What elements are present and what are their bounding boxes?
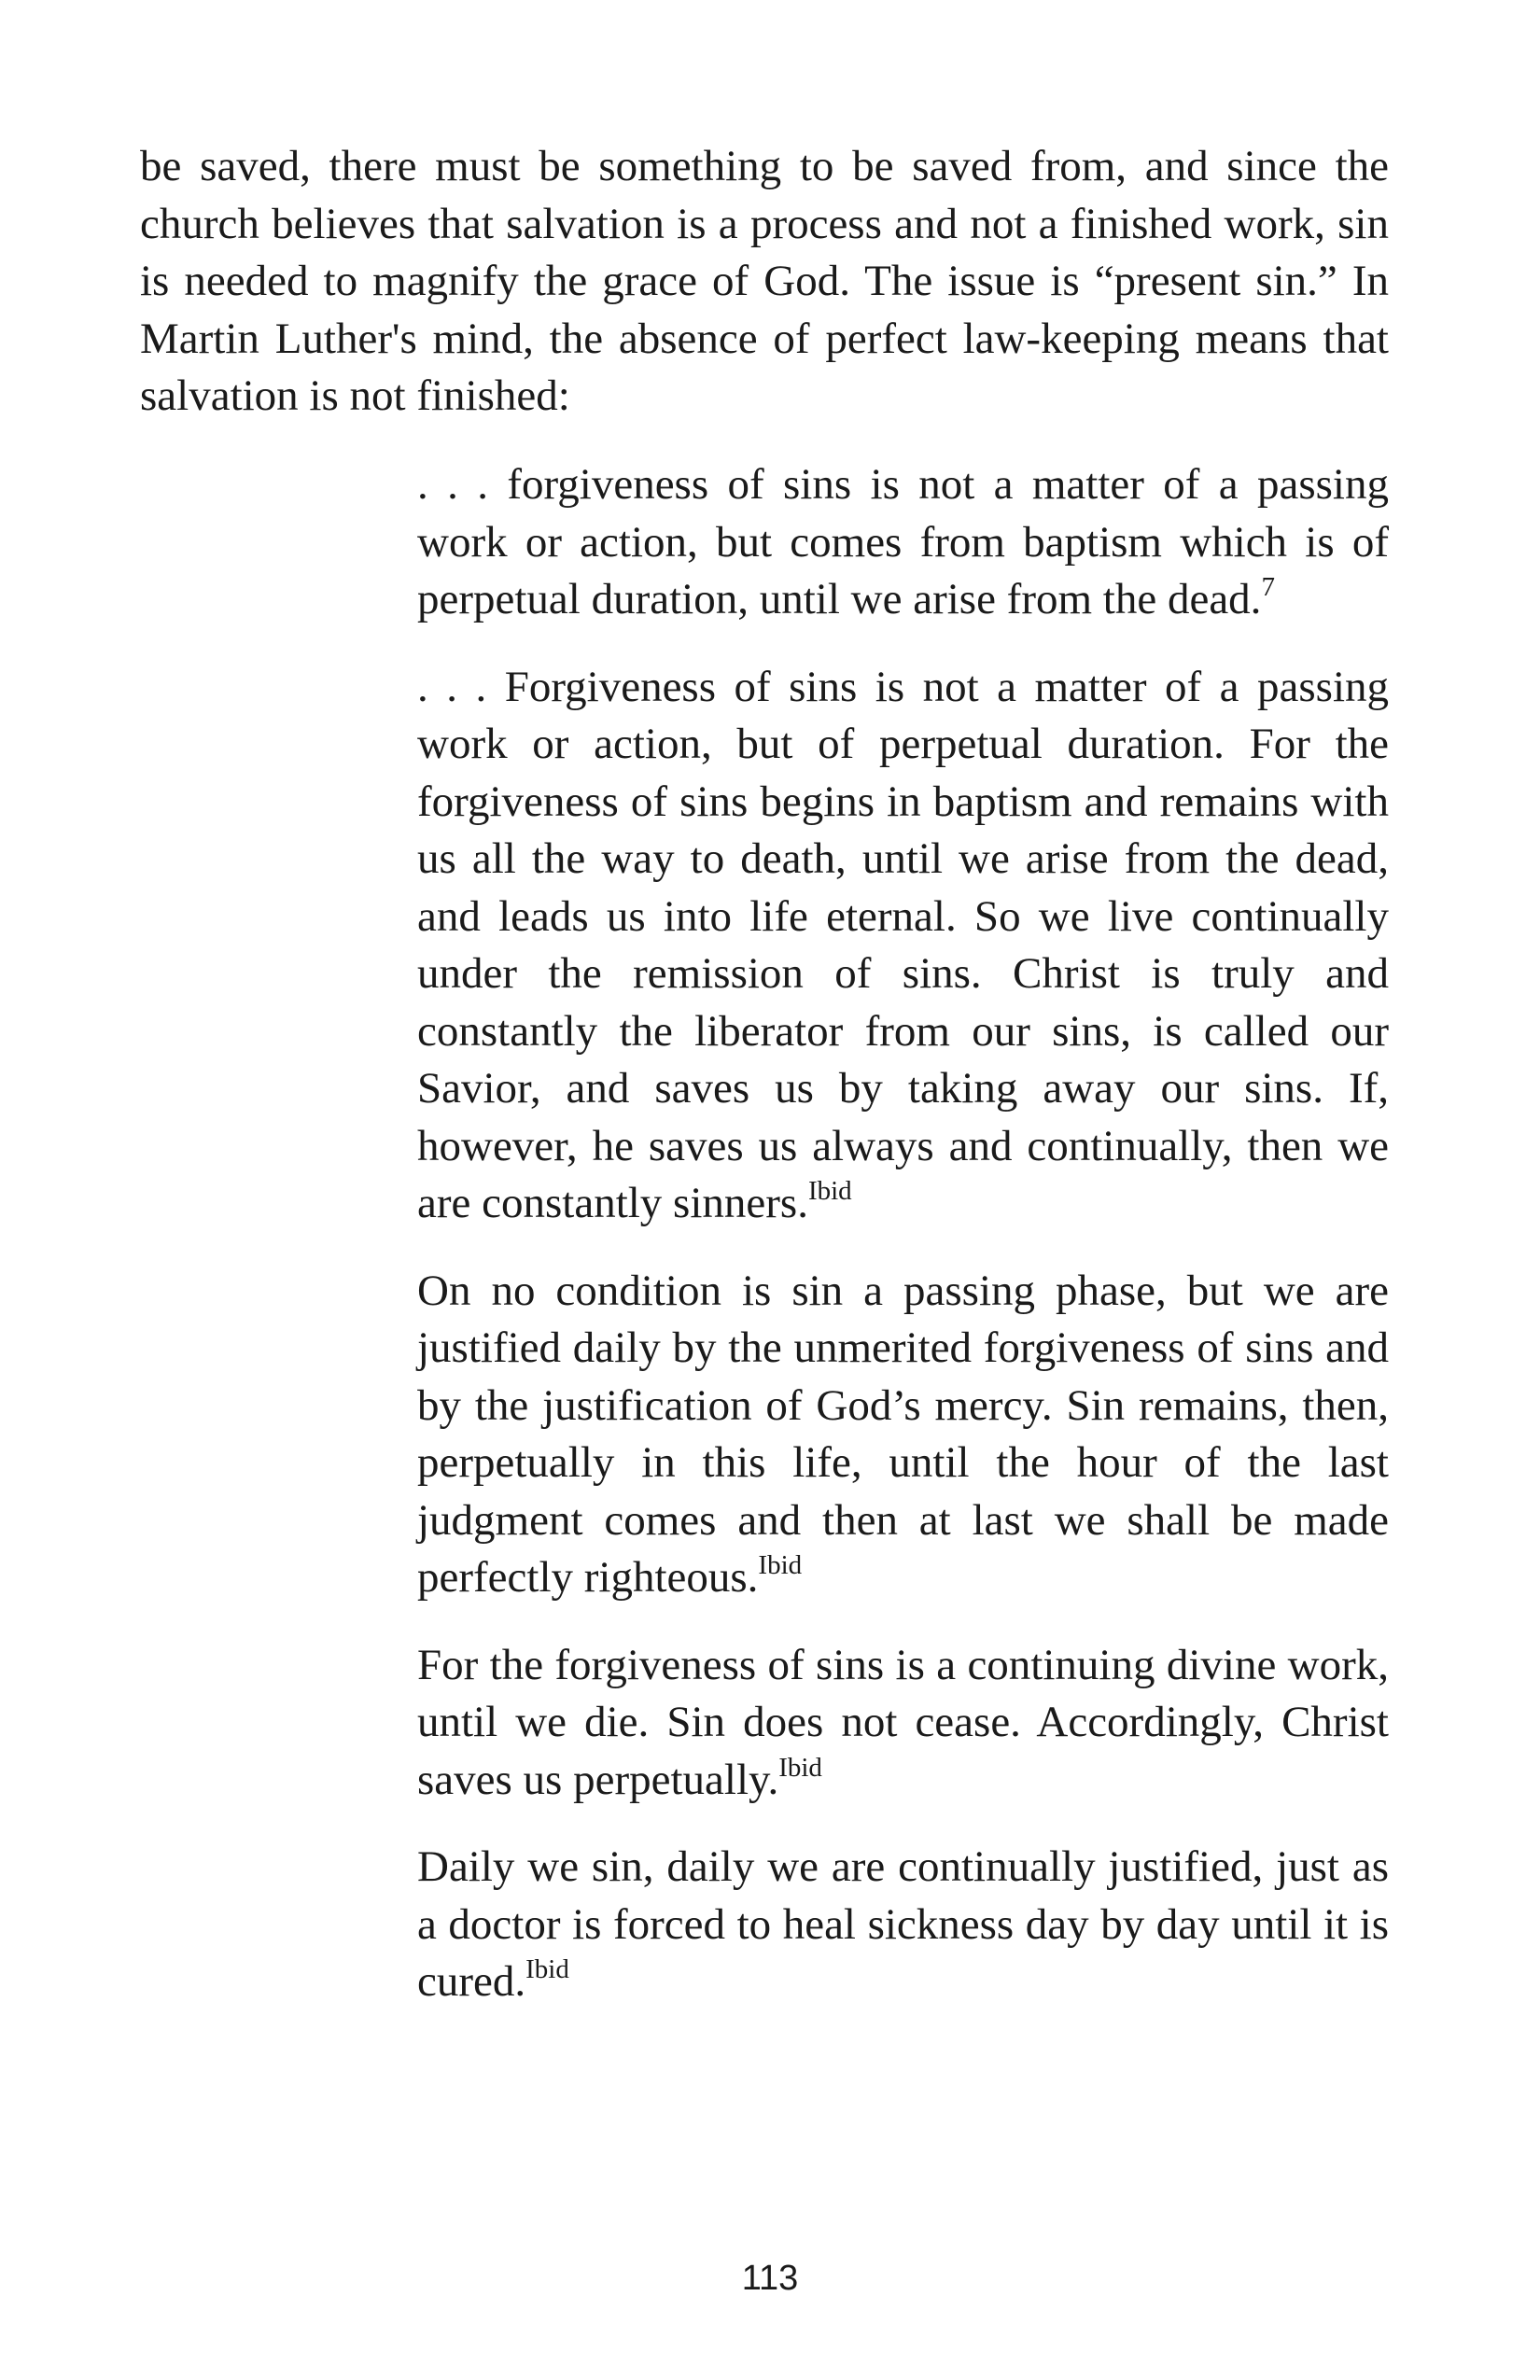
block-quotes [417, 456, 1389, 2041]
block-quote [417, 1637, 1389, 1810]
block-quote [417, 456, 1389, 629]
footnote-ref: Ibid [758, 1550, 803, 1581]
footnote-ref: Ibid [807, 1176, 852, 1207]
quote-text: On no condition is sin a passing phase, but we are justified daily by the unmerited forgiveness of sins and by the justification of God’s mercy. Sin remains, then, perpetually in this life, until the hour of the last judgment comes and then at last we shall be made perfectly righteous. [417, 1266, 1389, 1602]
quote-text: . . . Forgiveness of sins is not a matter of a passing work or action, but of perpetual duration. For the forgiveness of sins begins in baptism and remains with us all the way to death, until we arise from the dead, and leads us into life eternal. So we live continually under the remission of sins. Christ is truly and constantly the liberator from our sins, is called our Savior, and saves us by taking away our sins. If, however, he saves us always and continually, then we are constantly sinners. [417, 662, 1389, 1227]
quote-text: . . . forgiveness of sins is not a matter of a passing work or action, but comes from baptism which is of perpetual duration, until we arise from the dead. [417, 460, 1389, 623]
block-quote [417, 1839, 1389, 2011]
footnote-ref: 7 [1261, 572, 1275, 603]
quote-text: Daily we sin, daily we are continually justified, just as a doctor is forced to heal sickness day by day until it is cured. [417, 1842, 1389, 2006]
page-number: 113 [741, 2259, 799, 2298]
block-quote [417, 1263, 1389, 1607]
intro-paragraph: be saved, there must be something to be saved from, and since the church believes that salvation is a process and not a finished work, sin is needed to magnify the grace of God. The issue is “present sin.” In Martin Luther's mind, the absence of perfect law-keeping means that salvation is not finished: [140, 142, 1389, 420]
footnote-ref: Ibid [525, 1954, 569, 1985]
block-quote [417, 659, 1389, 1233]
quote-text: For the forgiveness of sins is a continuing divine work, until we die. Sin does not cease. Accordingly, Christ saves us perpetually. [417, 1640, 1389, 1804]
footnote-ref: Ibid [778, 1752, 822, 1783]
